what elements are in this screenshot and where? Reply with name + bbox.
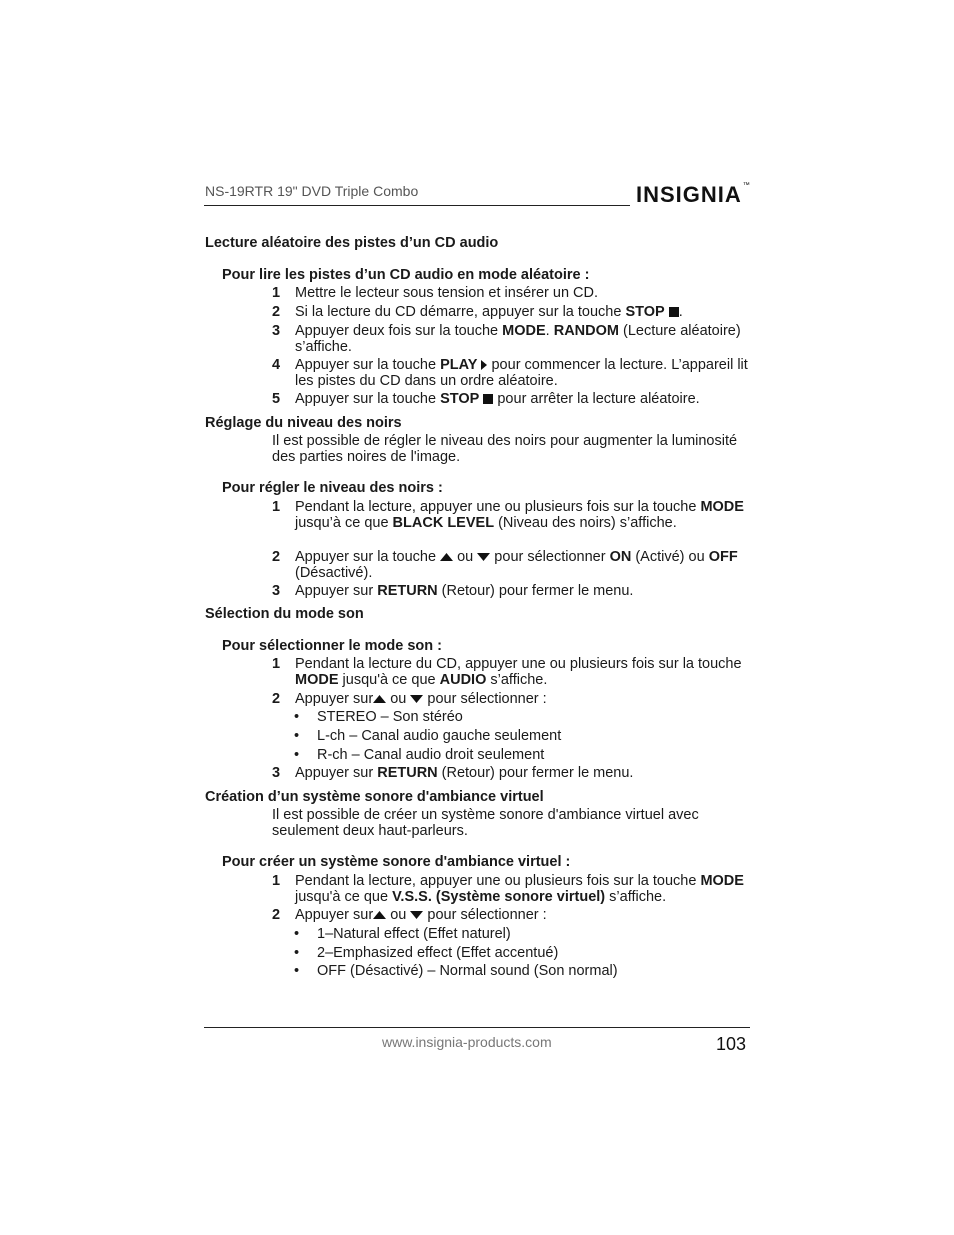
step-number: 3 bbox=[272, 583, 281, 599]
paragraph-virtual-surround: Il est possible de créer un système sonore d'ambiance virtuel avec seulement deux haut-parleurs. bbox=[272, 807, 699, 839]
section-heading-virtual-surround: Création d’un système sonore d'ambiance virtuel bbox=[205, 789, 544, 805]
section-heading-black-level: Réglage du niveau des noirs bbox=[205, 415, 402, 431]
footer-rule bbox=[204, 1027, 750, 1028]
step-text: Si la lecture du CD démarre, appuyer sur la touche STOP . bbox=[295, 304, 683, 320]
step-number: 1 bbox=[272, 873, 281, 889]
logo-tm: ™ bbox=[742, 182, 751, 189]
stop-icon bbox=[669, 307, 679, 317]
step-number: 2 bbox=[272, 691, 281, 707]
header-title: NS-19RTR 19" DVD Triple Combo bbox=[205, 183, 419, 199]
subheading-sound-mode: Pour sélectionner le mode son : bbox=[222, 638, 442, 654]
step-text: Appuyer sur ou pour sélectionner : bbox=[295, 691, 547, 707]
step-number: 3 bbox=[272, 765, 281, 781]
step-number: 1 bbox=[272, 656, 281, 672]
step-text: Mettre le lecteur sous tension et insérer un CD. bbox=[295, 285, 599, 301]
step-number: 2 bbox=[272, 304, 281, 320]
step-number: 2 bbox=[272, 907, 281, 923]
arrow-down-icon bbox=[410, 695, 423, 703]
arrow-down-icon bbox=[477, 553, 490, 561]
step-text: Appuyer sur RETURN (Retour) pour fermer le menu. bbox=[295, 765, 634, 781]
arrow-up-icon bbox=[440, 553, 453, 561]
step-text: Appuyer sur la touche PLAY pour commencer la lecture. L’appareil lit les pistes du CD dans un ordre aléatoire. bbox=[295, 357, 748, 389]
arrow-up-icon bbox=[373, 695, 386, 703]
header-rule bbox=[204, 205, 630, 206]
step-text: Pendant la lecture du CD, appuyer une ou plusieurs fois sur la touche MODE jusqu'à ce que AUDIO s’affiche. bbox=[295, 656, 742, 688]
subheading-random: Pour lire les pistes d’un CD audio en mode aléatoire : bbox=[222, 267, 590, 283]
subheading-virtual-surround: Pour créer un système sonore d'ambiance virtuel : bbox=[222, 854, 571, 870]
step-text: Appuyer sur la touche STOP pour arrêter la lecture aléatoire. bbox=[295, 391, 700, 407]
step-text: Pendant la lecture, appuyer une ou plusieurs fois sur la touche MODE jusqu'à ce que V.S.S. (Système sonore virtuel) s’affiche. bbox=[295, 873, 744, 905]
section-heading-random: Lecture aléatoire des pistes d’un CD audio bbox=[205, 235, 499, 251]
stop-icon bbox=[483, 394, 493, 404]
step-text: Appuyer sur la touche ou pour sélectionner ON (Activé) ou OFF (Désactivé). bbox=[295, 549, 738, 581]
step-number: 3 bbox=[272, 323, 281, 339]
step-number: 2 bbox=[272, 549, 281, 565]
step-text: Appuyer deux fois sur la touche MODE. RANDOM (Lecture aléatoire) s’affiche. bbox=[295, 323, 741, 355]
arrow-up-icon bbox=[373, 911, 386, 919]
step-number: 1 bbox=[272, 499, 281, 515]
step-text: Appuyer sur ou pour sélectionner : bbox=[295, 907, 547, 923]
step-number: 5 bbox=[272, 391, 281, 407]
step-text: Appuyer sur RETURN (Retour) pour fermer le menu. bbox=[295, 583, 634, 599]
footer-url: www.insignia-products.com bbox=[382, 1034, 552, 1050]
arrow-down-icon bbox=[410, 911, 423, 919]
page-number: 103 bbox=[716, 1034, 747, 1054]
step-number: 1 bbox=[272, 285, 281, 301]
subheading-black-level: Pour régler le niveau des noirs : bbox=[222, 480, 443, 496]
step-text: Pendant la lecture, appuyer une ou plusieurs fois sur la touche MODE jusqu’à ce que BLACK LEVEL (Niveau des noirs) s’affiche. bbox=[295, 499, 744, 531]
logo-text: INSIGNIA bbox=[636, 182, 742, 207]
step-number: 4 bbox=[272, 357, 281, 373]
paragraph-black-level: Il est possible de régler le niveau des noirs pour augmenter la luminosité des parties noires de l'image. bbox=[272, 433, 738, 465]
insignia-logo bbox=[636, 182, 751, 208]
section-heading-sound-mode: Sélection du mode son bbox=[205, 606, 364, 622]
